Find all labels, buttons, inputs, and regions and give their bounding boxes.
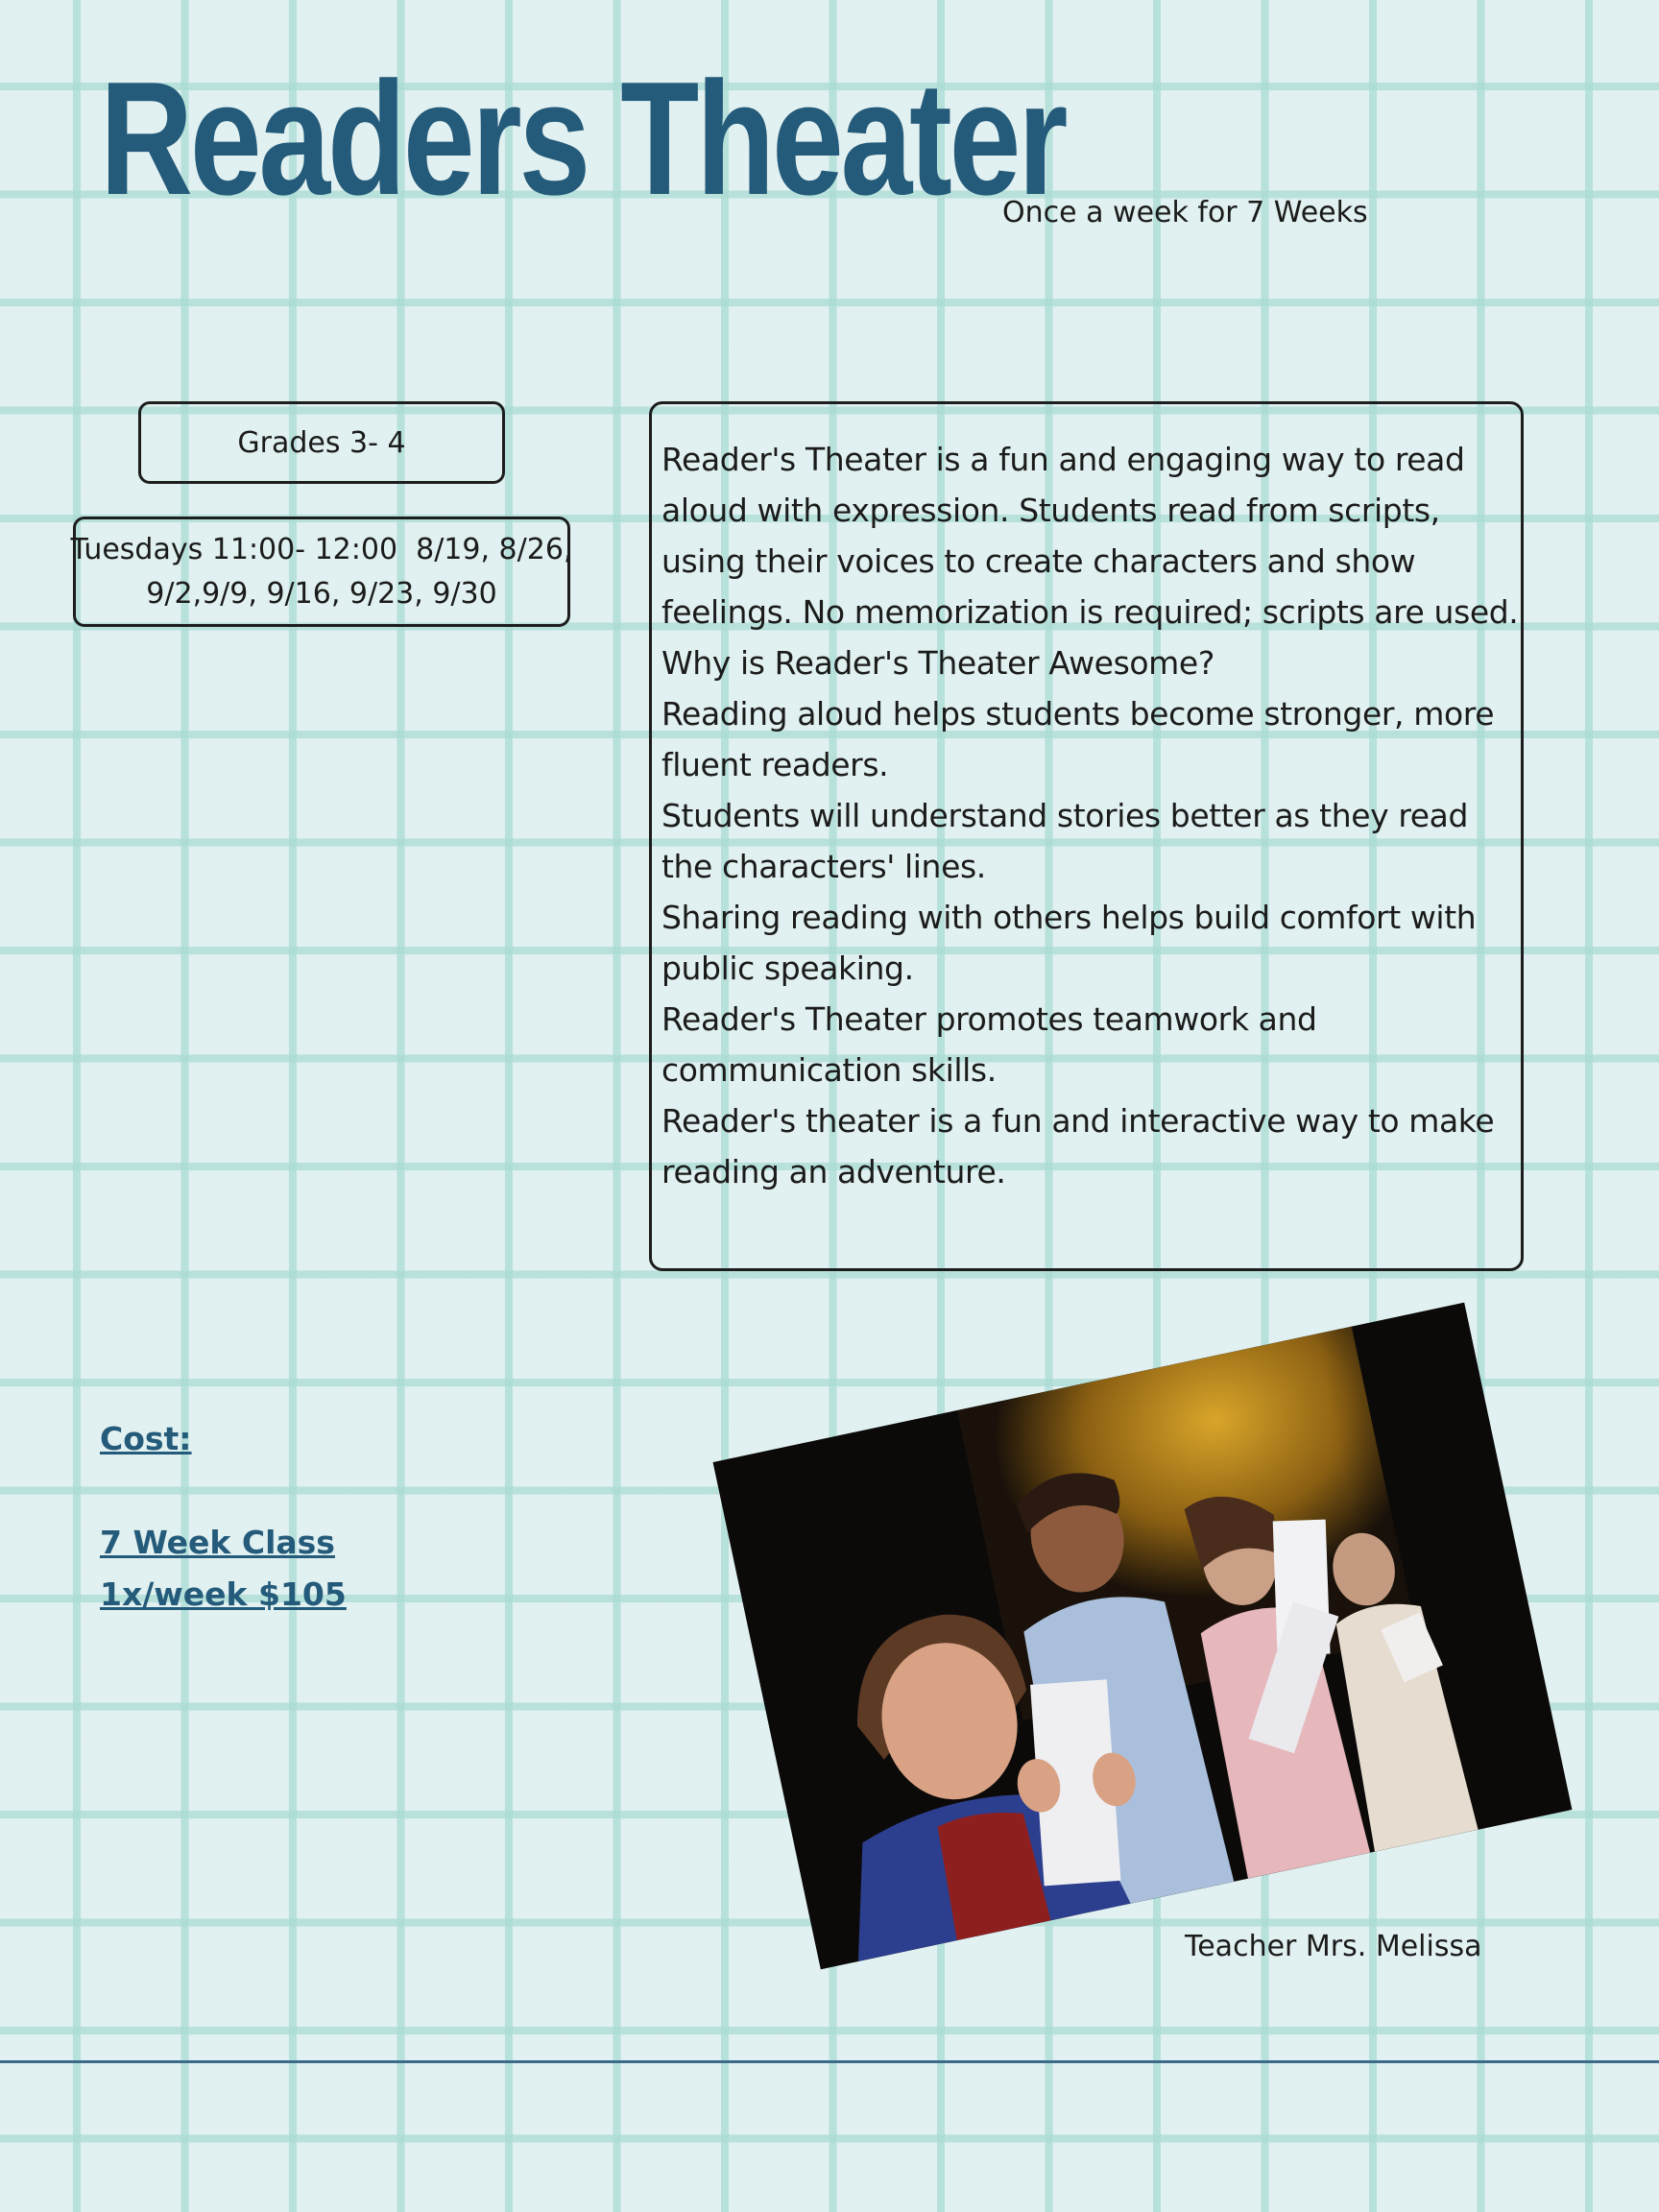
schedule-line-2: 9/2,9/9, 9/16, 9/23, 9/30 xyxy=(146,576,497,611)
schedule-line-1: Tuesdays 11:00- 12:00 8/19, 8/26, xyxy=(70,532,573,566)
bottom-divider xyxy=(0,2060,1659,2063)
benefit-item: Reader's theater is a fun and interactive way to make reading an adventure. xyxy=(661,1102,1495,1190)
benefit-item: Reading aloud helps students become stronger, more fluent readers. xyxy=(661,695,1495,783)
students-reading-photo xyxy=(713,1303,1573,1970)
page-title: Readers Theater xyxy=(100,48,1066,228)
grades-badge xyxy=(138,401,505,484)
grades-label: Grades 3- 4 xyxy=(237,425,406,460)
description-heading: Why is Reader's Theater Awesome? xyxy=(661,644,1214,682)
benefit-item: Students will understand stories better as they read the characters' lines. xyxy=(661,797,1469,885)
price-text: 1x/week $105 xyxy=(100,1575,347,1613)
schedule-box xyxy=(70,517,573,627)
frequency-text: Once a week for 7 Weeks xyxy=(1002,196,1368,229)
description-intro: Reader's Theater is a fun and engaging way to read aloud with expression. Students read from scripts, using their voices to create characters and show feelings. No memorization is required; scripts are used. xyxy=(661,441,1519,631)
benefit-item: Reader's Theater promotes teamwork and communication skills. xyxy=(661,1000,1317,1089)
cost-section xyxy=(100,1413,347,1621)
description-box xyxy=(649,401,1524,1271)
teacher-name: Teacher Mrs. Melissa xyxy=(1185,1930,1482,1963)
cost-label: Cost: xyxy=(100,1420,192,1457)
class-name: 7 Week Class xyxy=(100,1524,335,1561)
benefit-item: Sharing reading with others helps build comfort with public speaking. xyxy=(661,899,1477,987)
